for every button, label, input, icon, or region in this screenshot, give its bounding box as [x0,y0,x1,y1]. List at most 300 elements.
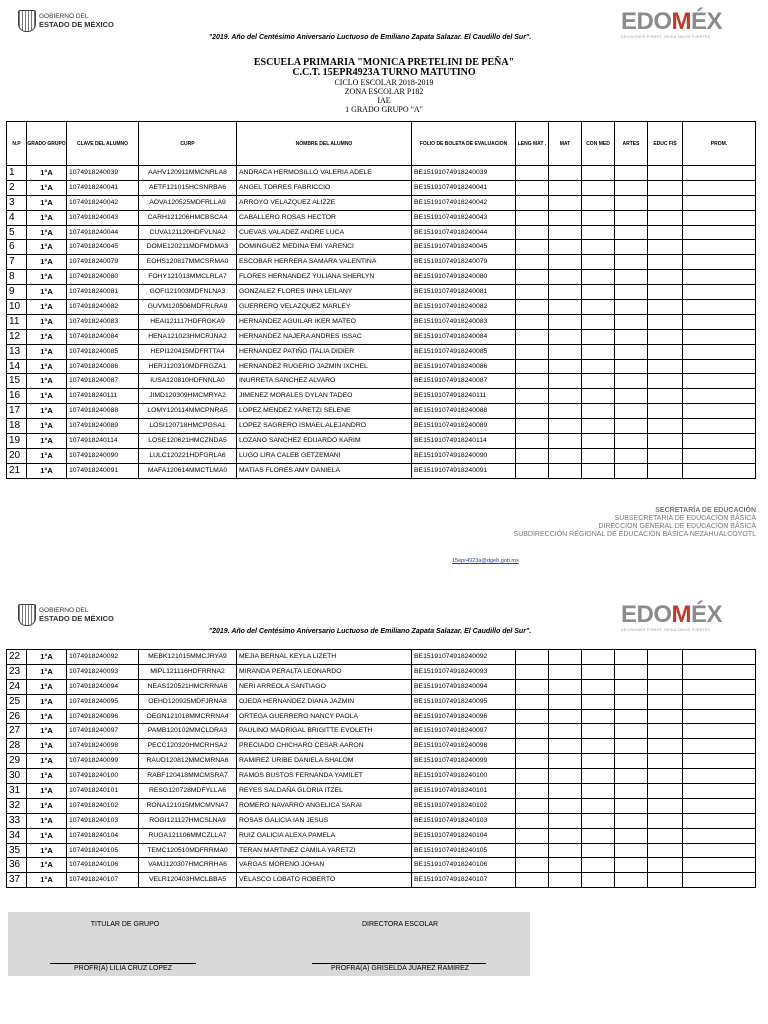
row-folio: BE15191074918240039 [412,166,516,181]
row-curp: RAUD120812MMCMRNA6 [139,754,237,769]
row-number: 23 [7,664,27,679]
grade-prom-cell [683,679,756,694]
grade-educfis-cell [648,754,683,769]
grade-educfis-cell [648,195,683,210]
student-row [7,873,756,888]
row-clave: 1074918240105 [67,843,139,858]
grade-artes-cell [615,374,648,389]
grade-prom-cell [683,329,756,344]
grade-mat-cell [549,650,582,665]
grade-prom-cell [683,709,756,724]
grade-leng-cell [516,873,549,888]
grade-conmed-cell [582,434,615,449]
student-row [7,225,756,240]
row-number: 26 [7,709,27,724]
grade-conmed-cell [582,195,615,210]
row-nombre: ANDRACA HERMOSILLO VALERIA ADELE [237,166,412,181]
grade-mat-cell [549,828,582,843]
gov-line1: GOBIERNO DEL [39,12,89,20]
row-folio: BE15191074918240084 [412,329,516,344]
row-nombre: RUIZ GALICIA ALEXA PAMELA [237,828,412,843]
grade-conmed-cell [582,359,615,374]
row-grado: 1°A [27,195,67,210]
grade-artes-cell [615,754,648,769]
grade-leng-cell [516,389,549,404]
grade-prom-cell [683,463,756,478]
grade-leng-cell [516,255,549,270]
grade-prom-cell [683,813,756,828]
row-grado: 1°A [27,873,67,888]
grade-leng-cell [516,166,549,181]
grade-mat-cell [549,166,582,181]
row-number: 1 [7,166,27,181]
row-grado: 1°A [27,463,67,478]
grade-prom-cell [683,374,756,389]
grade-mat-cell [549,195,582,210]
grade-educfis-cell [648,873,683,888]
header-nombre: NOMBRE DEL ALUMNO [237,122,412,166]
grade-conmed-cell [582,180,615,195]
row-number: 24 [7,679,27,694]
grade-prom-cell [683,769,756,784]
row-curp: MAFA120614MMCTLMA0 [139,463,237,478]
row-grado: 1°A [27,225,67,240]
row-curp: NEAS120521HMCRRNA6 [139,679,237,694]
grade-prom-cell [683,359,756,374]
grade-educfis-cell [648,828,683,843]
row-nombre: PAULINO MADRIGAL BRIGITTE EVOLETH [237,724,412,739]
student-row [7,166,756,181]
edomex-logo: EDOMÉX [621,8,723,35]
grade-leng-cell [516,448,549,463]
row-folio: BE15191074918240044 [412,225,516,240]
row-number: 20 [7,448,27,463]
header-prom: PROM. [683,122,756,166]
student-row [7,769,756,784]
row-number: 14 [7,359,27,374]
grade-prom-cell [683,255,756,270]
grade-prom-cell [683,285,756,300]
student-row [7,709,756,724]
grade-conmed-cell [582,210,615,225]
header-grado: GRADO GRUPO [27,122,67,166]
grade-mat-cell [549,843,582,858]
grade-educfis-cell [648,300,683,315]
school-ciclo: CICLO ESCOLAR 2018-2019 [334,78,434,87]
row-curp: ROGI121127HMCSLNA9 [139,813,237,828]
motto-text: "2019. Año del Centésimo Aniversario Luctuoso de Emiliano Zapata Salazar. El Caudillo del Sur". [208,34,532,41]
row-folio: BE15191074918240103 [412,813,516,828]
grade-mat-cell [549,285,582,300]
row-number: 32 [7,798,27,813]
row-clave: 1074918240089 [67,419,139,434]
row-nombre: HERNANDEZ NAJERA ANDRES ISSAC [237,329,412,344]
grade-educfis-cell [648,180,683,195]
row-nombre: GONZALEZ FLORES INHA LEILANY [237,285,412,300]
row-folio: BE15191074918240106 [412,858,516,873]
row-number: 9 [7,285,27,300]
grade-mat-cell [549,769,582,784]
grade-educfis-cell [648,798,683,813]
grade-leng-cell [516,769,549,784]
grade-conmed-cell [582,754,615,769]
grade-leng-cell [516,664,549,679]
row-clave: 1074918240101 [67,784,139,799]
row-nombre: DOMINGUEZ MEDINA EMI YARENCI [237,240,412,255]
grade-prom-cell [683,419,756,434]
grade-mat-cell [549,434,582,449]
row-curp: GUVM120506MDFRLRA9 [139,300,237,315]
grade-mat-cell [549,359,582,374]
grade-educfis-cell [648,389,683,404]
grade-leng-cell [516,359,549,374]
header-folio: FOLIO DE BOLETA DE EVALUACION [412,122,516,166]
grade-prom-cell [683,858,756,873]
row-grado: 1°A [27,679,67,694]
grade-prom-cell [683,798,756,813]
student-row [7,858,756,873]
row-clave: 1074918240088 [67,404,139,419]
header-educfis: EDUC FIS [648,122,683,166]
grade-prom-cell [683,724,756,739]
school-cct: C.C.T. 15EPR4923A TURNO MATUTINO [292,67,476,78]
row-nombre: HERNANDEZ PATIÑO ITALIA DIDIER [237,344,412,359]
row-clave: 1074918240081 [67,285,139,300]
row-number: 21 [7,463,27,478]
grade-artes-cell [615,255,648,270]
grade-mat-cell [549,374,582,389]
row-curp: OEHD120925MDFJRNA8 [139,694,237,709]
row-nombre: MIRANDA PERALTA LEONARDO [237,664,412,679]
row-number: 12 [7,329,27,344]
row-nombre: VELASCO LOBATO ROBERTO [237,873,412,888]
row-grado: 1°A [27,180,67,195]
grade-leng-cell [516,650,549,665]
student-row [7,843,756,858]
row-number: 31 [7,784,27,799]
row-curp: JIMD120309HMCMRYA2 [139,389,237,404]
student-row [7,664,756,679]
student-row [7,359,756,374]
row-number: 18 [7,419,27,434]
grade-leng-cell [516,285,549,300]
grade-educfis-cell [648,344,683,359]
row-grado: 1°A [27,739,67,754]
row-number: 25 [7,694,27,709]
row-clave: 1074918240042 [67,195,139,210]
student-roster-table-page2 [6,649,756,888]
row-number: 30 [7,769,27,784]
grade-mat-cell [549,448,582,463]
grade-leng-cell [516,374,549,389]
grade-leng-cell [516,314,549,329]
grade-educfis-cell [648,650,683,665]
row-clave: 1074918240091 [67,463,139,478]
row-folio: BE15191074918240100 [412,769,516,784]
row-clave: 1074918240095 [67,694,139,709]
row-curp: RONA121015MMCMVNA7 [139,798,237,813]
grade-mat-cell [549,389,582,404]
grade-educfis-cell [648,225,683,240]
row-curp: OEGN121018MMCRRNA4 [139,709,237,724]
row-curp: AOVA120525MDFRLLA9 [139,195,237,210]
row-grado: 1°A [27,694,67,709]
grade-educfis-cell [648,448,683,463]
grade-educfis-cell [648,285,683,300]
row-clave: 1074918240084 [67,329,139,344]
grade-artes-cell [615,664,648,679]
grade-conmed-cell [582,270,615,285]
student-row [7,754,756,769]
student-row [7,798,756,813]
grade-educfis-cell [648,210,683,225]
grade-mat-cell [549,180,582,195]
grade-mat-cell [549,270,582,285]
row-folio: BE15191074918240111 [412,389,516,404]
row-folio: BE15191074918240087 [412,374,516,389]
row-folio: BE15191074918240088 [412,404,516,419]
row-nombre: MATIAS FLORES AMY DANIELA [237,463,412,478]
grade-mat-cell [549,344,582,359]
row-grado: 1°A [27,858,67,873]
header-np: N.P [7,122,27,166]
row-clave: 1074918240106 [67,858,139,873]
grade-artes-cell [615,873,648,888]
row-curp: LOSE120621HMCZNDA5 [139,434,237,449]
grade-artes-cell [615,210,648,225]
student-row [7,404,756,419]
grade-conmed-cell [582,300,615,315]
row-nombre: VARGAS MORENO JOHAN [237,858,412,873]
student-row [7,195,756,210]
row-curp: AAHV120911MMCNRLA8 [139,166,237,181]
row-clave: 1074918240111 [67,389,139,404]
grade-mat-cell [549,798,582,813]
grade-educfis-cell [648,784,683,799]
grade-artes-cell [615,858,648,873]
grade-artes-cell [615,180,648,195]
row-grado: 1°A [27,240,67,255]
grade-leng-cell [516,240,549,255]
grade-artes-cell [615,300,648,315]
row-curp: MEBK121015MMCJRYA9 [139,650,237,665]
gobierno-logo [18,10,114,32]
row-number: 15 [7,374,27,389]
header-leng: LENG MAT . [516,122,549,166]
row-grado: 1°A [27,798,67,813]
grade-prom-cell [683,694,756,709]
student-row [7,300,756,315]
row-folio: BE15191074918240093 [412,664,516,679]
grade-artes-cell [615,344,648,359]
row-curp: RESG120728MDFYLLA6 [139,784,237,799]
grade-conmed-cell [582,463,615,478]
grade-mat-cell [549,329,582,344]
row-number: 28 [7,739,27,754]
row-folio: BE15191074918240114 [412,434,516,449]
grade-artes-cell [615,359,648,374]
grade-conmed-cell [582,448,615,463]
edomex-tagline-page2: DECISIONES FIRMES, RESULTADOS FUERTES. [621,628,712,632]
row-number: 3 [7,195,27,210]
titular-label: TITULAR DE GRUPO [90,921,160,928]
grade-conmed-cell [582,769,615,784]
row-nombre: HERNANDEZ RUGERIO JAZMIN IXCHEL [237,359,412,374]
row-curp: RABF120418MMCMSRA7 [139,769,237,784]
row-clave: 1074918240099 [67,754,139,769]
grade-conmed-cell [582,709,615,724]
grade-leng-cell [516,784,549,799]
grade-educfis-cell [648,255,683,270]
email-link[interactable]: 15epr4923a@dgeb.gob.mx [452,558,519,564]
grade-conmed-cell [582,389,615,404]
row-grado: 1°A [27,374,67,389]
gobierno-logo-page2 [18,604,114,626]
grade-conmed-cell [582,166,615,181]
grade-artes-cell [615,650,648,665]
grade-mat-cell [549,694,582,709]
row-number: 13 [7,344,27,359]
grade-leng-cell [516,813,549,828]
grade-leng-cell [516,300,549,315]
row-folio: BE15191074918240098 [412,739,516,754]
grade-mat-cell [549,679,582,694]
row-number: 8 [7,270,27,285]
row-curp: AETF121015HCSNRBA6 [139,180,237,195]
student-row [7,329,756,344]
grade-prom-cell [683,240,756,255]
row-clave: 1074918240104 [67,828,139,843]
row-clave: 1074918240107 [67,873,139,888]
grade-prom-cell [683,300,756,315]
student-row [7,389,756,404]
grade-conmed-cell [582,374,615,389]
student-row [7,419,756,434]
grade-mat-cell [549,255,582,270]
grade-artes-cell [615,843,648,858]
grade-conmed-cell [582,240,615,255]
row-number: 11 [7,314,27,329]
row-nombre: LOPEZ SAGRERO ISMAEL ALEJANDRO [237,419,412,434]
row-grado: 1°A [27,270,67,285]
grade-artes-cell [615,329,648,344]
grade-artes-cell [615,828,648,843]
row-clave: 1074918240094 [67,679,139,694]
student-row [7,650,756,665]
titular-signature-line [50,963,196,964]
row-curp: IUSA120810HDFNNLA0 [139,374,237,389]
grade-educfis-cell [648,739,683,754]
grade-mat-cell [549,463,582,478]
grade-conmed-cell [582,858,615,873]
row-grado: 1°A [27,300,67,315]
row-clave: 1074918240039 [67,166,139,181]
row-number: 16 [7,389,27,404]
row-grado: 1°A [27,769,67,784]
row-clave: 1074918240098 [67,739,139,754]
office-line2: SUBSECRETARÍA DE EDUCACIÓN BÁSICA [614,515,756,522]
grade-artes-cell [615,709,648,724]
row-curp: MIPL121116HDFRRNA2 [139,664,237,679]
grade-conmed-cell [582,679,615,694]
row-folio: BE15191074918240082 [412,300,516,315]
row-nombre: REYES SALDAÑA GLORIA ITZEL [237,784,412,799]
row-folio: BE15191074918240043 [412,210,516,225]
grade-prom-cell [683,828,756,843]
grade-educfis-cell [648,679,683,694]
grade-artes-cell [615,285,648,300]
grade-educfis-cell [648,724,683,739]
row-clave: 1074918240087 [67,374,139,389]
grade-conmed-cell [582,404,615,419]
grade-mat-cell [549,664,582,679]
row-clave: 1074918240114 [67,434,139,449]
grade-artes-cell [615,679,648,694]
row-grado: 1°A [27,843,67,858]
grade-leng-cell [516,828,549,843]
row-grado: 1°A [27,344,67,359]
grade-leng-cell [516,210,549,225]
grade-prom-cell [683,664,756,679]
row-number: 22 [7,650,27,665]
row-grado: 1°A [27,210,67,225]
row-nombre: ROSAS GALICIA IAN JESUS [237,813,412,828]
row-number: 37 [7,873,27,888]
student-row [7,739,756,754]
directora-name: PROFRA(A) GRISELDA JUAREZ RAMIREZ [330,965,470,972]
row-number: 29 [7,754,27,769]
grade-educfis-cell [648,769,683,784]
directora-signature-line [312,963,486,964]
row-curp: HEAI121117HDFRGKA9 [139,314,237,329]
grade-artes-cell [615,448,648,463]
row-nombre: RAMIREZ URIBE DANIELA SHALOM [237,754,412,769]
row-nombre: LOZANO SANCHEZ EDUARDO KARIM [237,434,412,449]
row-clave: 1074918240092 [67,650,139,665]
grade-mat-cell [549,225,582,240]
grade-artes-cell [615,195,648,210]
student-row [7,434,756,449]
gov-line1-page2: GOBIERNO DEL [39,606,89,614]
row-grado: 1°A [27,754,67,769]
row-grado: 1°A [27,434,67,449]
student-row [7,314,756,329]
grade-leng-cell [516,225,549,240]
row-grado: 1°A [27,784,67,799]
edomex-tagline: DECISIONES FIRMES, RESULTADOS FUERTES. [621,35,712,39]
header-conmed: CON MED [582,122,615,166]
office-line1: SECRETARÍA DE EDUCACIÓN [655,507,756,514]
grade-artes-cell [615,166,648,181]
grade-prom-cell [683,344,756,359]
grade-artes-cell [615,739,648,754]
row-folio: BE15191074918240102 [412,798,516,813]
grade-educfis-cell [648,240,683,255]
row-grado: 1°A [27,404,67,419]
row-nombre: HERNANDEZ AGUILAR IKER MATEO [237,314,412,329]
grade-artes-cell [615,813,648,828]
grade-artes-cell [615,798,648,813]
student-row [7,448,756,463]
grade-artes-cell [615,389,648,404]
row-folio: BE15191074918240092 [412,650,516,665]
grade-mat-cell [549,314,582,329]
grade-mat-cell [549,419,582,434]
row-curp: RUGA121106MMCZLLA7 [139,828,237,843]
row-nombre: LUGO LIRA CALEB GETZEMANI [237,448,412,463]
student-row [7,784,756,799]
row-curp: LOSI120718HMCPGSA1 [139,419,237,434]
